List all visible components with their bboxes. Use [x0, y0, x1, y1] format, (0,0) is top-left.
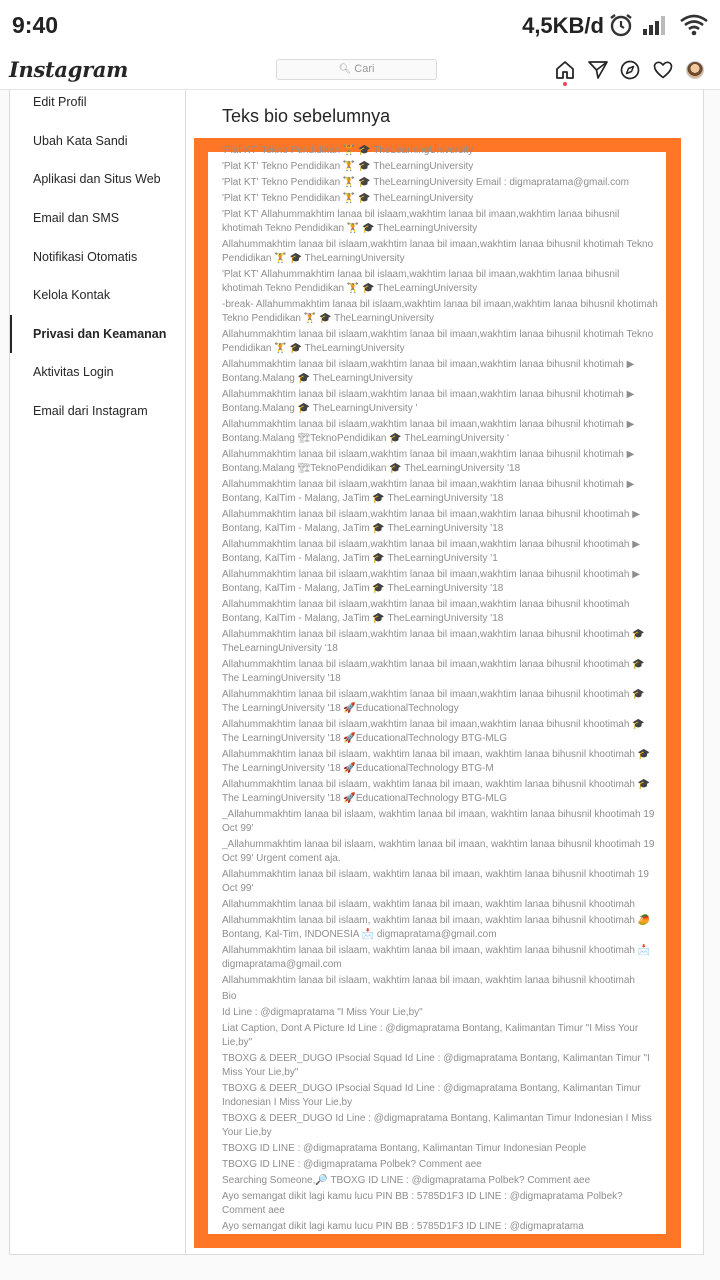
bio-entry: Allahummakhtim lanaa bil islaam,wakhtim lanaa bil imaan,wakhtim lanaa bihusnil khootimah Bontang, KalTim - Malang, JaTim 🎓 TheLearningUniversity '18 — [222, 599, 630, 624]
sidebar-item-change-password[interactable]: Ubah Kata Sandi — [33, 134, 128, 148]
sidebar-item-emails-from-instagram[interactable]: Email dari Instagram — [33, 404, 148, 418]
sidebar-item-privacy-security[interactable]: Privasi dan Keamanan — [10, 315, 186, 353]
bio-entry: TBOXG & DEER_DUGO IPsocial Squad Id Line : @digmapratama Bontang, Kalimantan Timur "I Miss Your Lie,by" — [222, 1053, 650, 1078]
bio-entry: Ayo semangat dikit lagi kamu lucu PIN BB : 5785D1F3 ID LINE : @digmapratama — [222, 1221, 584, 1232]
bio-entry: 'Plat KT' Tekno Pendidikan 🏋 🎓 TheLearningUniversity — [222, 193, 474, 204]
bio-entry: Allahummakhtim lanaa bil islaam,wakhtim lanaa bil imaan,wakhtim lanaa bihusnil khootimah 🎓 The LearningUniversity '18 🚀EducationalTechnology — [222, 689, 645, 714]
sidebar-item-push-notifications[interactable]: Notifikasi Otomatis — [33, 250, 138, 264]
network-speed: 4,5KB/d — [522, 13, 604, 38]
bio-entry: TBOXG & DEER_DUGO Id Line : @digmapratama Bontang, Kalimantan Timur Indonesian I Miss Your Lie,by — [222, 1113, 652, 1138]
sidebar-item-login-activity[interactable]: Aktivitas Login — [33, 365, 114, 379]
bio-entry: Searching Someone,🔎 TBOXG ID LINE : @digmapratama Polbek? Comment aee — [222, 1175, 591, 1186]
bio-entry: Allahummakhtim lanaa bil islaam, wakhtim lanaa bil imaan, wakhtim lanaa bihusnil khootimah 🎓 The LearningUniversity '18 🚀EducationalTechnology BTG-M — [222, 749, 651, 774]
direct-icon[interactable] — [587, 59, 609, 81]
bio-entry: Allahummakhtim lanaa bil islaam, wakhtim lanaa bil imaan, wakhtim lanaa bihusnil khootimah 📩 digmapratama@gmail.com — [222, 945, 651, 970]
bio-entry: Allahummakhtim lanaa bil islaam,wakhtim lanaa bil imaan,wakhtim lanaa bihusnil khootimah ▶ Bontang, KalTim - Malang, JaTim 🎓 TheLearningUniversity '1 — [222, 539, 640, 564]
sidebar-item-edit-profile[interactable]: Edit Profil — [33, 95, 87, 109]
sidebar-item-manage-contacts[interactable]: Kelola Kontak — [33, 288, 111, 302]
wifi-icon — [678, 12, 710, 43]
bio-entry: TBOXG ID LINE : @digmapratama Polbek? Comment aee — [222, 1159, 482, 1170]
search-placeholder: Cari — [354, 63, 375, 75]
explore-icon[interactable] — [619, 59, 641, 81]
bio-entry: Allahummakhtim lanaa bil islaam, wakhtim lanaa bil imaan, wakhtim lanaa bihusnil khootimah — [222, 975, 635, 986]
signal-icon — [641, 12, 671, 43]
search-icon: 🔍︎ — [338, 64, 352, 75]
bio-entry: Allahummakhtim lanaa bil islaam,wakhtim lanaa bil imaan,wakhtim lanaa bihusnil khotimah ▶ Bontang.Malang 🎓 TheLearningUniversity ' — [222, 389, 635, 414]
bio-entry: Allahummakhtim lanaa bil islaam, wakhtim lanaa bil imaan, wakhtim lanaa bihusnil khootimah 🥭Bontang, Kal-Tim, INDONESIA 📩 digmapratama@gmail.com — [222, 915, 651, 940]
bio-entry: Allahummakhtim lanaa bil islaam, wakhtim lanaa bil imaan, wakhtim lanaa bihusnil khootimah 19 Oct 99' — [222, 869, 649, 894]
bio-entry: 'Plat KT' Tekno Pendidikan 🏋 🎓 TheLearningUniversity — [222, 161, 474, 172]
bio-entry: _Allahummakhtim lanaa bil islaam, wakhtim lanaa bil imaan, wakhtim lanaa bihusnil khootimah 19 Oct 99' Urgent coment aja. — [222, 839, 655, 864]
bio-list — [222, 144, 662, 1236]
bio-entry: Ayo semangat dikit lagi kamu lucu PIN BB : 5785D1F3 ID LINE : @digmapratama Polbek? Comment aee — [222, 1191, 623, 1216]
bio-entry: Allahummakhtim lanaa bil islaam,wakhtim lanaa bil imaan,wakhtim lanaa bihusnil khootimah 🎓 The LearningUniversity '18 🚀EducationalTechnology BTG-MLG — [222, 719, 645, 744]
home-notification-dot — [563, 82, 567, 86]
home-icon[interactable] — [554, 59, 576, 81]
bio-entry: 'Plat KT' Tekno Pendidikan 🏋 🎓 TheLearningUniversity — [222, 145, 474, 156]
bio-entry: 'Plat KT' Allahummakhtim lanaa bil islaam,wakhtim lanaa bil imaan,wakhtim lanaa bihusnil khotimah Tekno Pendidikan 🏋 🎓 TheLearningUniversity — [222, 269, 620, 294]
instagram-logo[interactable]: Instagram — [9, 57, 129, 82]
bio-entry: Allahummakhtim lanaa bil islaam,wakhtim lanaa bil imaan,wakhtim lanaa bihusnil khootimah ▶ Bontang, KalTim - Malang, JaTim 🎓 TheLearningUniversity '18 — [222, 569, 640, 594]
settings-panel — [9, 90, 704, 1255]
status-time: 9:40 — [12, 12, 59, 38]
bio-entry: Allahummakhtim lanaa bil islaam,wakhtim lanaa bil imaan,wakhtim lanaa bihusnil khootimah 🎓 The LearningUniversity '18 — [222, 659, 645, 684]
bio-entry: Allahummakhtim lanaa bil islaam,wakhtim lanaa bil imaan,wakhtim lanaa bihusnil khootimah ▶ Bontang, KalTim - Malang, JaTim 🎓 TheLearningUniversity '18 — [222, 509, 640, 534]
heart-icon[interactable] — [652, 59, 674, 81]
bio-entry: Allahummakhtim lanaa bil islaam,wakhtim lanaa bil imaan,wakhtim lanaa bihusnil khootimah 🎓 TheLearningUniversity '18 — [222, 629, 645, 654]
bio-entry: TBOXG & DEER_DUGO IPsocial Squad Id Line : @digmapratama Bontang, Kalimantan Timur Indonesian I Miss Your Lie,by — [222, 1083, 641, 1108]
alarm-icon — [608, 12, 634, 43]
avatar[interactable] — [686, 61, 704, 79]
bio-entry: TBOXG ID LINE : @digmapratama Bontang, Kalimantan Timur Indonesian People — [222, 1143, 587, 1154]
bio-entry: Id Line : @digmapratama "I Miss Your Lie,by" — [222, 1007, 423, 1018]
bio-entry: 'Plat KT' Allahummakhtim lanaa bil islaam,wakhtim lanaa bil imaan,wakhtim lanaa bihusnil khotimah Tekno Pendidikan 🏋 🎓 TheLearningUniversity — [222, 209, 620, 234]
bio-entry: Allahummakhtim lanaa bil islaam, wakhtim lanaa bil imaan, wakhtim lanaa bihusnil khootimah — [222, 899, 635, 910]
bio-entry: Liat Caption, Dont A Picture Id Line : @digmapratama Bontang, Kalimantan Timur "I Miss Your Lie,by" — [222, 1023, 639, 1048]
bio-entry: Allahummakhtim lanaa bil islaam,wakhtim lanaa bil imaan,wakhtim lanaa bihusnil khotimah ▶ Bontang.Malang 🎓 TheLearningUniversity — [222, 359, 635, 384]
sidebar-item-apps-websites[interactable]: Aplikasi dan Situs Web — [33, 172, 161, 186]
page-footer-strip — [0, 1256, 720, 1280]
bio-entry: Bio — [222, 991, 237, 1002]
bio-entry: Allahummakhtim lanaa bil islaam,wakhtim lanaa bil imaan,wakhtim lanaa bihusnil khotimah Tekno Pendidikan 🏋 🎓 TheLearningUniversity — [222, 239, 654, 264]
settings-sidebar — [10, 90, 186, 1254]
page-title: Teks bio sebelumnya — [222, 106, 391, 126]
bio-entry: 'Plat KT' Tekno Pendidikan 🏋 🎓 TheLearningUniversity Email : digmapratama@gmail.com — [222, 177, 630, 188]
bio-entry: Allahummakhtim lanaa bil islaam, wakhtim lanaa bil imaan, wakhtim lanaa bihusnil khootimah 🎓 The LearningUniversity '18 🚀EducationalTechnology BTG-MLG — [222, 779, 651, 804]
bio-entry: Allahummakhtim lanaa bil islaam,wakhtim lanaa bil imaan,wakhtim lanaa bihusnil khotimah ▶ Bontang.Malang 🏗TeknoPendidikan 🎓 TheLearningUniversity '18 — [222, 449, 635, 474]
bio-entry: Allahummakhtim lanaa bil islaam,wakhtim lanaa bil imaan,wakhtim lanaa bihusnil khotimah ▶ Bontang.Malang 🏗TeknoPendidikan 🎓 TheLearningUniversity ' — [222, 419, 635, 444]
search-input[interactable] — [276, 59, 437, 80]
bio-entry: Allahummakhtim lanaa bil islaam,wakhtim lanaa bil imaan,wakhtim lanaa bihusnil khotimah Tekno Pendidikan 🏋 🎓 TheLearningUniversity — [222, 329, 654, 354]
bio-entry: Allahummakhtim lanaa bil islaam,wakhtim lanaa bil imaan,wakhtim lanaa bihusnil khotimah ▶ Bontang, KalTim - Malang, JaTim 🎓 TheLearningUniversity '18 — [222, 479, 635, 504]
status-bar — [0, 0, 720, 52]
bio-entry: -break- Allahummakhtim lanaa bil islaam,wakhtim lanaa bil imaan,wakhtim lanaa bihusnil khotimah Tekno Pendidikan 🏋 🎓 TheLearningUniversity — [222, 299, 658, 324]
sidebar-item-email-sms[interactable]: Email dan SMS — [33, 211, 120, 225]
previous-bio-list[interactable] — [208, 145, 666, 1234]
bio-entry: _Allahummakhtim lanaa bil islaam, wakhtim lanaa bil imaan, wakhtim lanaa bihusnil khootimah 19 Oct 99' — [222, 809, 655, 834]
